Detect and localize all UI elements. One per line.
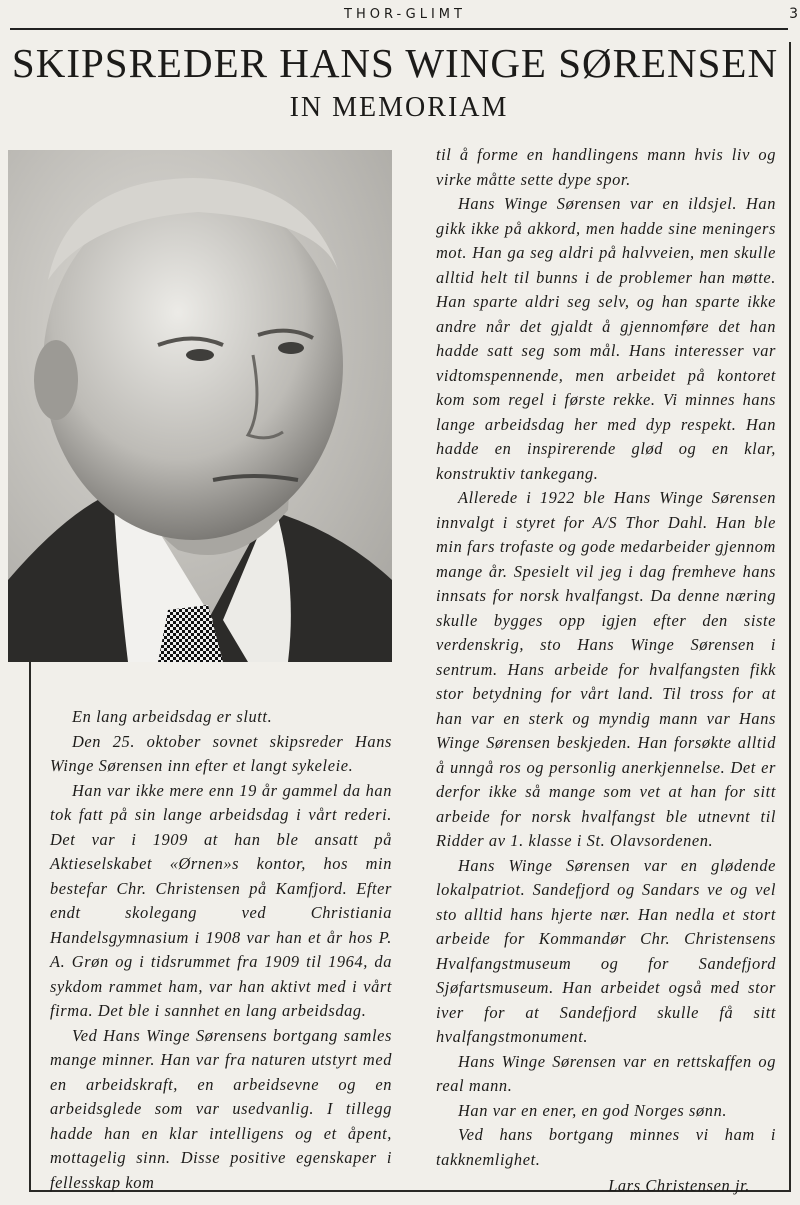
article-title: SKIPSREDER HANS WINGE SØRENSEN (11, 40, 779, 86)
paragraph: Ved Hans Winge Sørensens bortgang samles mange minner. Han var fra naturen utstyrt med en arbeidskraft, en arbeidsevne og en arbeidsglede som var usedvanlig. I tillegg hadde han en klar intelligens og et åpent, mottagelig sinn. Disse positive egenskaper i fellesskap kom (50, 1025, 392, 1192)
article-left-column (50, 705, 392, 1195)
paragraph: Allerede i 1922 ble Hans Winge Sørensen innvalgt i styret for A/S Thor Dahl. Han ble min fars trofaste og gode medarbeider gjennom mange år. Spesielt vil jeg i dag fremheve hans innsats for norsk hvalfangst. Da denne næring skulle bygges opp igjen efter den siste verdenskrig, sto Hans Winge Sørensen i sentrum. Hans arbeide for hvalfangsten fikk stor betydning for vårt land. Til tross for at han var en sterk og myndig mann var Hans Winge Sørensen beskjeden. Han forsøkte alltid å unngå ros og personlig anerkjennelse. Det er derfor ikke så mange som vet at han for sitt arbeide for norsk hvalfangst ble utnevnt til Ridder av 1. klasse i St. Olavsordenen. (436, 488, 776, 850)
paragraph: Ved hans bortgang minnes vi ham i takknemlighet. (436, 1125, 776, 1169)
paragraph: Han var ikke mere enn 19 år gammel da han tok fatt på sin lange arbeidsdag i vårt rederi. Det var i 1909 at han ble ansatt på Aktieselskabet «Ørnen»s kontor, hos min bestefar Chr. Christensen på Kamfjord. Efter endt skolegang ved Christiania Handelsgymnasium i 1908 var han et år hos P. A. Grøn og i tidsrummet fra 1909 til 1964, da sykdom rammet ham, var han aktivt med i vårt firma. Det ble i sannhet en lang arbeidsdag. (50, 780, 392, 1020)
article-subtitle: IN MEMORIAM (289, 92, 509, 123)
paragraph: Hans Winge Sørensen var en rettskaffen og real mann. (436, 1051, 776, 1095)
article-right-column (436, 143, 776, 1199)
paragraph: Hans Winge Sørensen var en ildsjel. Han gikk ikke på akkord, men hadde sine meningers mot. Han ga seg aldri på halvveien, men skulle alltid helt til bunns i de problemer han møtte. Han sparte aldri seg selv, og han sparte ikke andre når det gjaldt å gjennomføre det han hadde satt seg som mål. Hans interesser var vidtomspennende, men arbeidet på kontoret kom som regel i første rekke. Vi minnes hans lange arbeidsdag her med dyp respekt. Han hadde en inspirerende glød og en klar, konstruktiv tankegang. (436, 194, 776, 483)
header-rule (10, 28, 788, 30)
page-number: 3 (789, 6, 798, 22)
paragraph: til å forme en handlingens mann hvis liv og virke måtte sette dype spor. (436, 145, 776, 189)
paragraph: En lang arbeidsdag er slutt. (72, 707, 273, 726)
signature: Lars Christensen jr. (608, 1176, 750, 1195)
paragraph: Hans Winge Sørensen var en glødende lokalpatriot. Sandefjord og Sandars ve og vel sto alltid hans hjerte nær. Han nedla et stort arbeide for Kommandør Chr. Christensens Hvalfangstmuseum og for Sandefjord Sjøfartsmuseum. Han arbeidet også med stor iver for at Sandefjord skulle få sitt hvalfangstmonument. (436, 855, 776, 1046)
paragraph: Den 25. oktober sovnet skipsreder Hans Winge Sørensen inn efter et langt sykeleie. (50, 731, 392, 775)
paragraph: Han var en ener, en god Norges sønn. (458, 1100, 728, 1120)
running-title: THOR-GLIMT (344, 7, 466, 22)
frame-left-border (29, 662, 35, 1190)
frame-right-border (789, 42, 791, 1192)
portrait-photo (8, 150, 392, 662)
page-header (10, 0, 800, 28)
